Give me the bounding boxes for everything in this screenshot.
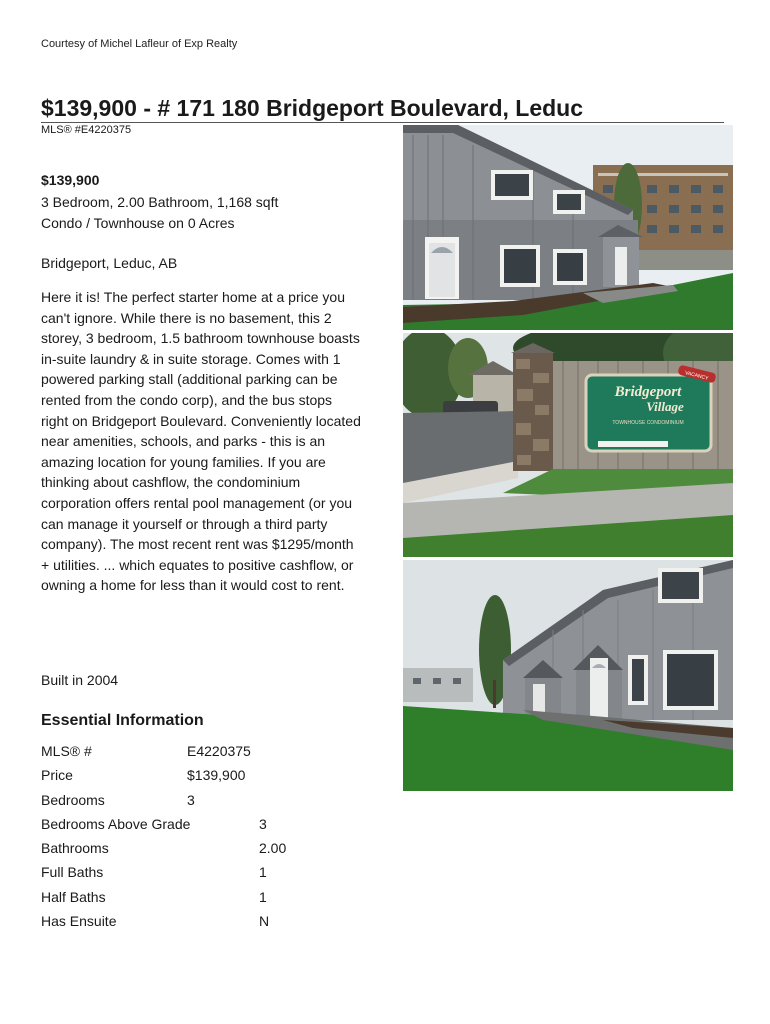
listing-location: Bridgeport, Leduc, AB bbox=[41, 255, 178, 271]
listing-description: Here it is! The perfect starter home at a price you can't ignore. While there is no basement, this 2 storey, 3 bedroom, 1.5 bathroom townhouse boasts in-suite laundry & in suite storage. Comes with 1 powered parking stall (additional parking can be rented from the condo corp), and the bus stops right on Bridgeport Boulevard. Conveniently located near amenities, schools, and parks - this is an amazing location for young families. If you are thinking about cashflow, the condominium corporation offers rental pool management (or you can manage it yourself or through a third party company). The most recent rent was $1295/month + utilities. ... which equates to positive cashflow, or owning a home for less than it would cost to rent. bbox=[41, 289, 361, 594]
listing-price: $139,900 bbox=[41, 172, 100, 188]
fact-row bbox=[41, 885, 381, 909]
fact-label: Has Ensuite bbox=[41, 913, 117, 930]
fact-label: Bedrooms bbox=[41, 791, 105, 808]
sign-name-line1: Bridgeport bbox=[614, 384, 682, 400]
fact-value: E4220375 bbox=[187, 743, 251, 759]
fact-value: 3 bbox=[187, 791, 195, 808]
fact-row bbox=[41, 763, 381, 787]
photo-townhouse-row bbox=[403, 560, 733, 791]
sign-badge: VACANCY bbox=[684, 370, 709, 382]
fact-value: 1 bbox=[259, 864, 267, 881]
fact-label: Price bbox=[41, 767, 73, 784]
fact-row bbox=[41, 909, 381, 933]
fact-label: Half Baths bbox=[41, 888, 106, 905]
fact-value: 2.00 bbox=[259, 840, 287, 857]
fact-label: Bedrooms Above Grade bbox=[41, 815, 191, 832]
year-built: Built in 2004 bbox=[41, 672, 119, 688]
photo-townhouse-front bbox=[403, 125, 733, 330]
fact-row bbox=[41, 788, 381, 812]
summary-type-lot: Condo / Townhouse on 0 Acres bbox=[41, 215, 235, 231]
fact-row bbox=[41, 836, 381, 860]
fact-row bbox=[41, 739, 381, 763]
listing-title: $139,900 - # 171 180 Bridgeport Boulevard, Leduc bbox=[41, 94, 724, 123]
fact-label: Full Baths bbox=[41, 864, 104, 881]
photo-entrance-sign bbox=[403, 333, 733, 557]
fact-row bbox=[41, 860, 381, 884]
listing-summary bbox=[41, 192, 278, 234]
mls-number: MLS® #E4220375 bbox=[41, 124, 132, 136]
courtesy-line: Courtesy of Michel Lafleur of Exp Realty bbox=[41, 38, 238, 50]
essential-info-heading: Essential Information bbox=[41, 712, 204, 729]
fact-value: 3 bbox=[259, 815, 267, 832]
fact-value: $139,900 bbox=[187, 767, 246, 784]
fact-value: N bbox=[259, 913, 270, 930]
essential-info-table bbox=[41, 739, 381, 933]
fact-row bbox=[41, 812, 381, 836]
sign-tagline: TOWNHOUSE CONDOMINIUM bbox=[612, 420, 684, 426]
summary-beds-baths-sqft: 3 Bedroom, 2.00 Bathroom, 1,168 sqft bbox=[41, 194, 279, 210]
fact-value: 1 bbox=[259, 888, 267, 905]
sign-name-line2: Village bbox=[646, 399, 684, 414]
fact-label: Bathrooms bbox=[41, 840, 109, 857]
fact-label: MLS® # bbox=[41, 743, 92, 759]
